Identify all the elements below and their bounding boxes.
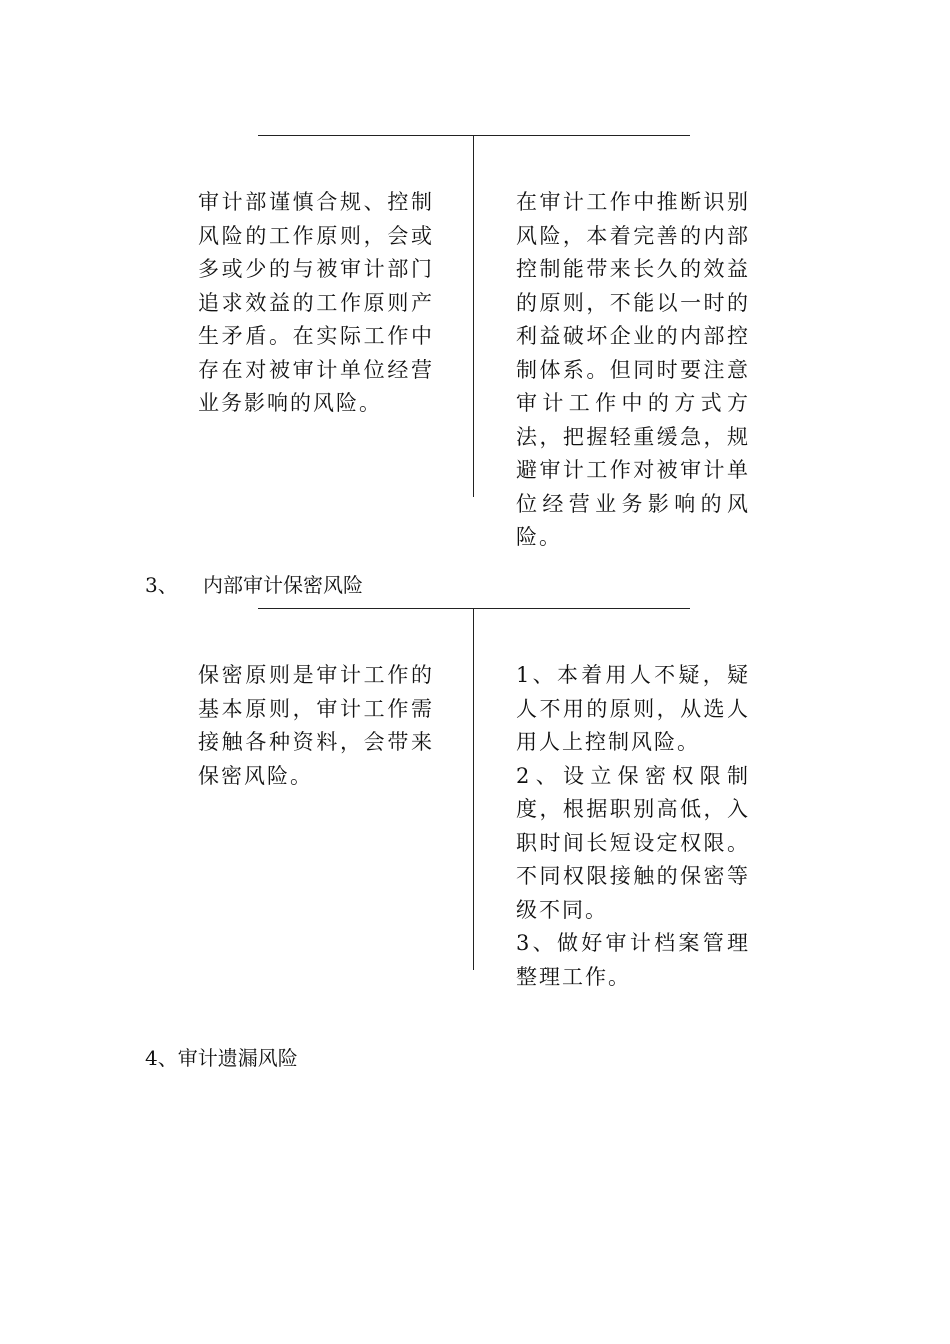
table2-right-cell [516,659,750,994]
section3-title: 内部审计保密风险 [203,573,363,597]
section3-number: 3、 [145,573,178,597]
section4-heading [145,1043,298,1073]
section4-title: 4、审计遗漏风险 [145,1046,298,1070]
table1-right-cell [516,186,750,555]
table2-left-text: 保密原则是审计工作的基本原则，审计工作需接触各种资料，会带来保密风险。 [198,663,434,788]
section3-heading [145,570,363,600]
table1-top-rule [258,135,690,136]
table2-left-cell [198,659,434,793]
table1-left-text: 审计部谨慎合规、控制风险的工作原则，会或多或少的与被审计部门追求效益的工作原则产生矛盾。在实际工作中存在对被审计单位经营业务影响的风险。 [198,190,434,415]
table1-column-divider [473,135,474,497]
table1-right-text: 在审计工作中推断识别风险，本着完善的内部控制能带来长久的效益的原则，不能以一时的利益破坏企业的内部控制体系。但同时要注意审计工作中的方式方法，把握轻重缓急，规避审计工作对被审计单位经营业务影响的风险。 [516,190,750,549]
table2-right-item-2: 2、设立保密权限制度，根据职别高低，入职时间长短设定权限。不同权限接触的保密等级不同。 [516,763,750,922]
table2-top-rule [258,608,690,609]
table1-left-cell [198,186,434,421]
table2-right-item-3: 3、做好审计档案管理整理工作。 [516,931,750,989]
table2-column-divider [473,608,474,970]
table2-right-item-1: 1、本着用人不疑，疑人不用的原则，从选人用人上控制风险。 [516,663,750,754]
